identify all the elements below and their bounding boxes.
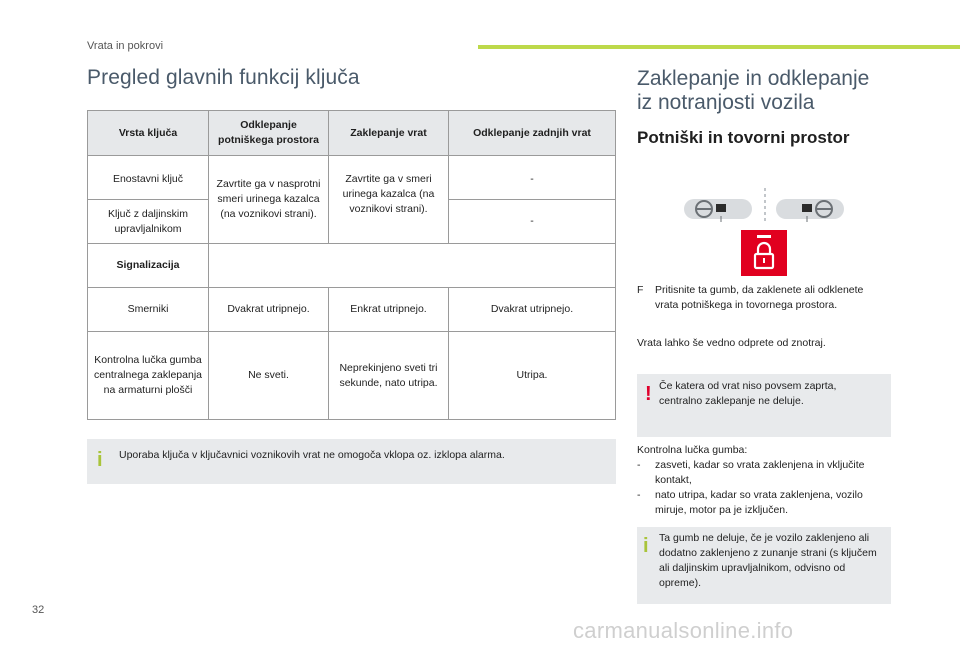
list-dash: - xyxy=(637,459,641,471)
info-icon: i xyxy=(643,535,649,557)
lamp-value: Utripa. xyxy=(449,332,616,420)
info-icon: i xyxy=(97,449,103,471)
inside-open-text: Vrata lahko še vedno odprete od znotraj. xyxy=(637,337,826,349)
indicators-value: Enkrat utripnejo. xyxy=(329,288,449,332)
list-dash: - xyxy=(637,489,641,501)
table-header-cell: Odklepanje zadnjih vrat xyxy=(449,111,616,156)
bullet-marker: F xyxy=(637,284,644,296)
table-header-row xyxy=(88,111,616,156)
unlock-cell: Zavrtite ga v nasprotni smeri urinega kazalca (na voznikovi strani). xyxy=(209,156,329,244)
lamp-description xyxy=(637,443,891,518)
signal-empty-cell xyxy=(209,244,616,288)
page-number: 32 xyxy=(32,604,45,616)
lamp-title: Kontrolna lučka gumba: xyxy=(637,444,748,456)
right-section-title xyxy=(637,67,869,115)
key-type-simple: Enostavni ključ xyxy=(88,156,209,200)
list-item-text: zasveti, kadar so vrata zaklenjena in vključite kontakt, xyxy=(655,459,865,486)
table-row xyxy=(88,244,616,288)
key-type-remote: Ključ z daljinskim upravljalnikom xyxy=(88,200,209,244)
warning-note xyxy=(637,374,891,437)
table-row xyxy=(88,156,616,200)
table-row xyxy=(88,288,616,332)
lamp-label: Kontrolna lučka gumba centralnega zaklepanja na armaturni plošči xyxy=(88,332,209,420)
instruction-text: Pritisnite ta gumb, da zaklenete ali odklenete vrata potniškega in tovornega prostora. xyxy=(655,284,864,311)
info-note xyxy=(637,527,891,604)
signal-header-cell: Signalizacija xyxy=(88,244,209,288)
warning-text: Če katera od vrat niso povsem zaprta, centralno zaklepanje ne deluje. xyxy=(659,380,837,407)
central-lock-illustration xyxy=(684,186,844,278)
info-note-text: Ta gumb ne deluje, če je vozilo zaklenjeno ali dodatno zaklenjeno z zunanje strani (s ključem ali daljinskim upravljalnikom, odvisno od opreme). xyxy=(659,532,877,589)
alarm-note-text: Uporaba ključa v ključavnici voznikovih vrat ne omogoča vklopa oz. izklopa alarma. xyxy=(119,449,505,461)
section-accent-bar xyxy=(478,45,960,49)
table-header-cell: Zaklepanje vrat xyxy=(329,111,449,156)
table-row xyxy=(88,332,616,420)
rear-unlock-cell: - xyxy=(449,156,616,200)
lock-cell: Zavrtite ga v smeri urinega kazalca (na voznikovi strani). xyxy=(329,156,449,244)
alarm-note xyxy=(87,439,616,484)
list-item xyxy=(637,458,891,488)
table-header-cell: Vrsta ključa xyxy=(88,111,209,156)
instruction-bullet xyxy=(637,283,887,313)
list-item-text: nato utripa, kadar so vrata zaklenjena, vozilo miruje, motor pa je izključen. xyxy=(655,489,863,516)
left-section-title: Pregled glavnih funkcij ključa xyxy=(87,66,360,89)
section-header: Vrata in pokrovi xyxy=(87,40,164,52)
indicators-label: Smerniki xyxy=(88,288,209,332)
table-header-cell: Odklepanje potniškega prostora xyxy=(209,111,329,156)
list-item xyxy=(637,488,891,518)
indicators-value: Dvakrat utripnejo. xyxy=(449,288,616,332)
warning-icon: ! xyxy=(645,383,652,405)
lamp-value: Ne sveti. xyxy=(209,332,329,420)
title-line: iz notranjosti vozila xyxy=(637,91,815,114)
subsection-title: Potniški in tovorni prostor xyxy=(637,128,850,147)
lamp-value: Neprekinjeno sveti tri sekunde, nato utripa. xyxy=(329,332,449,420)
watermark: carmanualsonline.info xyxy=(573,618,794,643)
rear-unlock-cell: - xyxy=(449,200,616,244)
title-line: Zaklepanje in odklepanje xyxy=(637,67,870,90)
indicators-value: Dvakrat utripnejo. xyxy=(209,288,329,332)
key-functions-table xyxy=(87,110,616,420)
